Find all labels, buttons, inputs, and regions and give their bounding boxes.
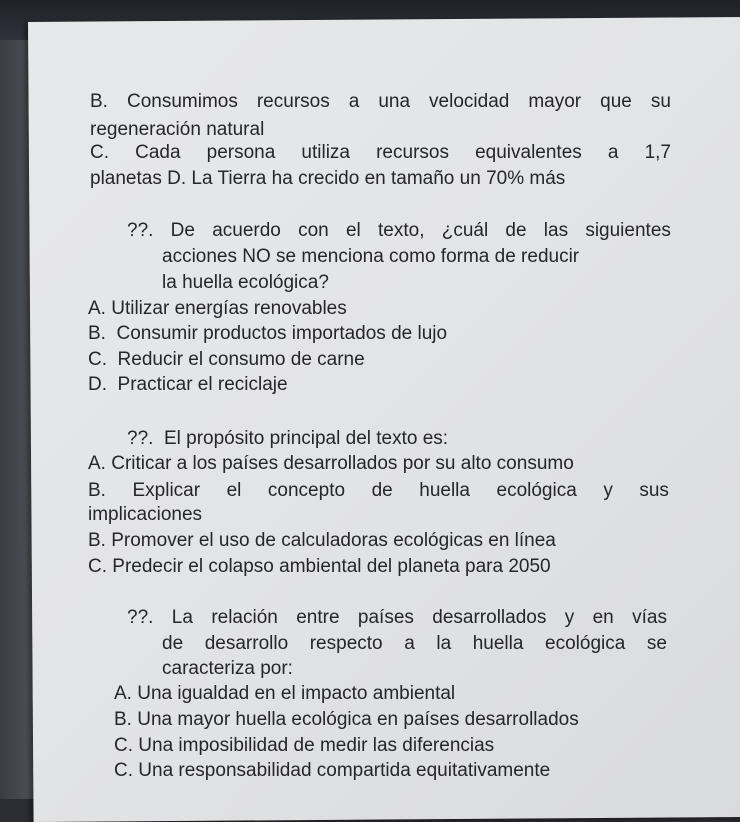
word: B. bbox=[88, 480, 106, 501]
word: huella bbox=[419, 480, 470, 501]
word: mayor bbox=[528, 91, 582, 112]
word: utiliza bbox=[301, 142, 350, 163]
word: el bbox=[345, 220, 361, 241]
word: Cada bbox=[135, 142, 181, 163]
word: recursos bbox=[256, 91, 330, 112]
question-1-stem-line-1 bbox=[127, 218, 671, 244]
question-3-option-d: C. Una responsabilidad compartida equitativamente bbox=[114, 760, 551, 781]
word: que bbox=[600, 91, 632, 112]
word: a bbox=[607, 142, 619, 163]
question-2-option-a: A. Criticar a los países desarrollados por su alto consumo bbox=[88, 453, 574, 474]
word: entre bbox=[296, 607, 340, 628]
word: acuerdo bbox=[212, 220, 281, 241]
word: ecológica bbox=[496, 480, 577, 501]
question-1-option-d: D. Practicar el reciclaje bbox=[88, 374, 288, 395]
word: ecológica bbox=[545, 633, 626, 654]
option-c-continuation: planetas D. La Tierra ha crecido en tamaño un 70% más bbox=[90, 168, 566, 189]
word: una bbox=[378, 91, 411, 112]
word: con bbox=[298, 220, 329, 241]
question-1-stem-line-2: acciones NO se menciona como forma de reducir bbox=[162, 246, 580, 267]
word: se bbox=[646, 633, 667, 654]
question-3-stem-line-2 bbox=[162, 631, 667, 657]
word: velocidad bbox=[429, 91, 510, 112]
question-2-option-b2: B. Promover el uso de calculadoras ecológicas en línea bbox=[88, 530, 556, 551]
word: Explicar bbox=[132, 480, 201, 501]
word: ??. bbox=[127, 607, 154, 628]
question-1-option-c: C. Reducir el consumo de carne bbox=[88, 349, 365, 370]
word: su bbox=[650, 91, 671, 112]
word: de bbox=[371, 480, 393, 501]
question-1-stem-line-3: la huella ecológica? bbox=[162, 272, 329, 293]
word: la bbox=[436, 633, 452, 654]
question-3-option-a: A. Una igualdad en el impacto ambiental bbox=[114, 683, 456, 704]
word: a bbox=[404, 633, 415, 654]
word: Consumimos bbox=[126, 91, 238, 112]
word: relación bbox=[211, 607, 278, 628]
word: recursos bbox=[376, 142, 449, 163]
word: huella bbox=[472, 633, 524, 654]
option-b-line bbox=[90, 89, 671, 115]
word: texto, bbox=[378, 220, 425, 241]
word: equivalentes bbox=[475, 142, 582, 163]
option-c-line bbox=[90, 140, 671, 166]
question-3-option-b: B. Una mayor huella ecológica en países desarrollados bbox=[114, 709, 579, 730]
word: persona bbox=[206, 142, 276, 163]
question-2-option-b bbox=[88, 478, 669, 504]
word: C. bbox=[90, 142, 109, 163]
word: desarrollo bbox=[204, 633, 289, 654]
word: respecto bbox=[309, 633, 383, 654]
word: de bbox=[505, 220, 527, 241]
word: a bbox=[348, 91, 360, 112]
word: y bbox=[603, 480, 613, 501]
question-3-stem-line-1 bbox=[127, 605, 667, 631]
word: 1,7 bbox=[644, 142, 671, 163]
question-1-option-b: B. Consumir productos importados de lujo bbox=[88, 323, 448, 344]
word: concepto bbox=[267, 480, 346, 501]
word: La bbox=[171, 607, 193, 628]
word: vías bbox=[632, 607, 667, 628]
question-1-option-a: A. Utilizar energías renovables bbox=[88, 298, 347, 319]
question-3-option-c: C. Una imposibilidad de medir las diferencias bbox=[114, 735, 495, 756]
question-3-stem-line-3: caracteriza por: bbox=[162, 658, 293, 679]
word: siguientes bbox=[585, 220, 671, 241]
word: sus bbox=[639, 480, 669, 501]
word: ¿cuál bbox=[441, 220, 489, 241]
word: en bbox=[592, 607, 614, 628]
word: ??. bbox=[127, 220, 154, 241]
word: las bbox=[543, 220, 569, 241]
option-b-continuation: regeneración natural bbox=[90, 119, 265, 140]
word: De bbox=[170, 220, 195, 241]
word: B. bbox=[90, 91, 108, 112]
question-2-option-b-continuation: implicaciones bbox=[88, 504, 203, 525]
word: el bbox=[226, 480, 242, 501]
word: y bbox=[564, 607, 575, 628]
word: países bbox=[357, 607, 414, 628]
word: de bbox=[162, 633, 184, 654]
word: desarrollados bbox=[432, 607, 547, 628]
question-2-stem: ??. El propósito principal del texto es: bbox=[127, 428, 449, 449]
question-2-option-c: C. Predecir el colapso ambiental del planeta para 2050 bbox=[88, 556, 551, 577]
